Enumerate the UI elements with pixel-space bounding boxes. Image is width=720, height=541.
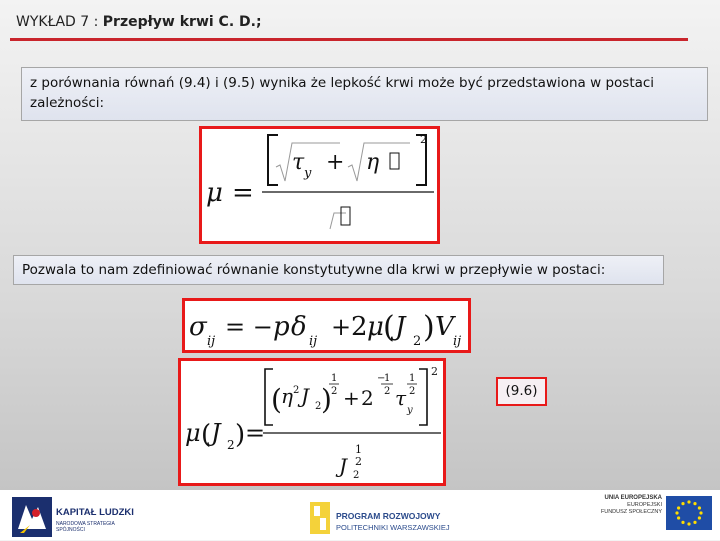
- kapital-ludzki-title: KAPITAŁ LUDZKI: [56, 507, 134, 518]
- paren-open-inner: (: [271, 383, 282, 416]
- coefficient-two: 2: [351, 312, 368, 342]
- program-rozwojowy-subtitle: POLITECHNIKI WARSZAWSKIEJ: [336, 523, 450, 532]
- plus-sign: +: [326, 150, 345, 175]
- eta-exponent: 2: [293, 385, 300, 396]
- j-subscript: 2: [413, 334, 422, 349]
- program-rozwojowy-title: PROGRAM ROZWOJOWY: [336, 511, 441, 521]
- exp-denominator-1: 2: [331, 386, 338, 397]
- paren-close-inner: ): [321, 383, 332, 416]
- paren-open: (: [383, 310, 395, 345]
- exp-denominator-2: 2: [384, 386, 391, 397]
- j-symbol-denominator: J: [339, 454, 348, 478]
- kapital-ludzki-emblem: [12, 497, 52, 537]
- v-subscript: ij: [453, 334, 462, 349]
- exp-numerator-1: 1: [331, 373, 338, 384]
- coefficient-two-3: 2: [361, 386, 374, 410]
- plus-sign-2: +: [331, 313, 352, 341]
- mu-symbol-2: μ: [367, 312, 384, 342]
- eta-symbol: η: [366, 150, 380, 175]
- mu-symbol-3: μ: [185, 419, 201, 447]
- outer-exponent: 2: [431, 365, 438, 378]
- equals-minus: = −: [225, 313, 273, 341]
- kapital-ludzki-subtitle: NARODOWA STRATEGIA SPÓJNOŚCI: [56, 521, 115, 533]
- denom-exp-numerator: 1: [355, 443, 362, 456]
- paragraph-constitutive: Pozwala to nam zdefiniować równanie konstytutywne dla krwi w przepływie w postaci:: [22, 262, 606, 278]
- exp-numerator-3: 1: [409, 373, 416, 384]
- left-bracket: [268, 135, 278, 185]
- gamma-dot-placeholder: [390, 153, 399, 169]
- tau-symbol-3: τ: [395, 386, 407, 410]
- sigma-symbol: σ: [189, 312, 207, 342]
- eu-line1: UNIA EUROPEJSKA: [604, 495, 662, 501]
- slide-title-text: Przepływ krwi C. D.;: [102, 14, 262, 30]
- equals-sign: =: [232, 178, 254, 208]
- title-divider: [10, 38, 688, 41]
- slide-title-prefix: WYKŁAD 7 :: [16, 14, 103, 30]
- delta-subscript: ij: [309, 334, 318, 349]
- slide-title: [16, 14, 262, 30]
- eu-line2: EUROPEJSKI: [627, 502, 662, 508]
- formula-mu-j2: [178, 358, 446, 486]
- program-rozwojowy-logo: [308, 500, 460, 540]
- square-exponent: 2: [420, 133, 427, 146]
- denom-exp-denominator: 2: [355, 455, 362, 468]
- right-bracket-3: [419, 369, 427, 425]
- tau-symbol: τ: [292, 150, 305, 175]
- mu-symbol: μ: [206, 178, 223, 208]
- kapital-ludzki-logo: [12, 497, 134, 537]
- paren-close: ): [423, 310, 435, 345]
- formula-viscosity-svg: [202, 129, 437, 241]
- equation-number-text: (9.6): [505, 383, 538, 399]
- formula-viscosity: [199, 126, 440, 244]
- text-box-viscosity: [21, 67, 708, 121]
- formula-constitutive-svg: [185, 301, 468, 350]
- formula-mu-j2-svg: [181, 361, 443, 483]
- j-subscript-denominator: 2: [353, 470, 360, 481]
- paren-open-3: (: [201, 420, 212, 450]
- equation-number: [496, 377, 547, 406]
- exp-minus: −: [377, 373, 386, 384]
- paragraph-viscosity: z porównania równań (9.4) i (9.5) wynika że lepkość krwi może być przedstawiona w postaci zależności:: [30, 75, 655, 111]
- exp-numerator-2: 1: [384, 373, 391, 384]
- formula-constitutive: [182, 298, 471, 353]
- gamma-dot-denominator: [341, 207, 350, 225]
- text-box-constitutive: [13, 255, 664, 285]
- program-rozwojowy-emblem: [308, 500, 332, 536]
- eu-flag-icon: [666, 496, 712, 530]
- plus-sign-3: +: [343, 386, 360, 410]
- eu-line3: FUNDUSZ SPOŁECZNY: [600, 509, 662, 515]
- paren-close-3: ): [235, 420, 246, 450]
- equals-sign-3: =: [245, 419, 266, 447]
- sqrt-sign-denominator: [330, 213, 346, 229]
- j-subscript-3: 2: [227, 438, 235, 452]
- sigma-subscript: ij: [207, 334, 216, 349]
- exp-denominator-3: 2: [409, 386, 416, 397]
- tau-subscript: y: [304, 166, 312, 181]
- delta-symbol: δ: [291, 312, 307, 342]
- eu-text: [596, 495, 662, 516]
- j-symbol-3: J: [211, 419, 221, 447]
- j-symbol: J: [395, 312, 406, 342]
- v-symbol: V: [435, 312, 454, 342]
- pressure-symbol: p: [273, 312, 290, 342]
- j-subscript-inner: 2: [315, 401, 322, 412]
- eta-symbol-3: η: [281, 384, 293, 408]
- eu-logo: [590, 492, 712, 534]
- j-symbol-inner: J: [301, 384, 310, 408]
- tau-subscript-3: y: [407, 405, 413, 416]
